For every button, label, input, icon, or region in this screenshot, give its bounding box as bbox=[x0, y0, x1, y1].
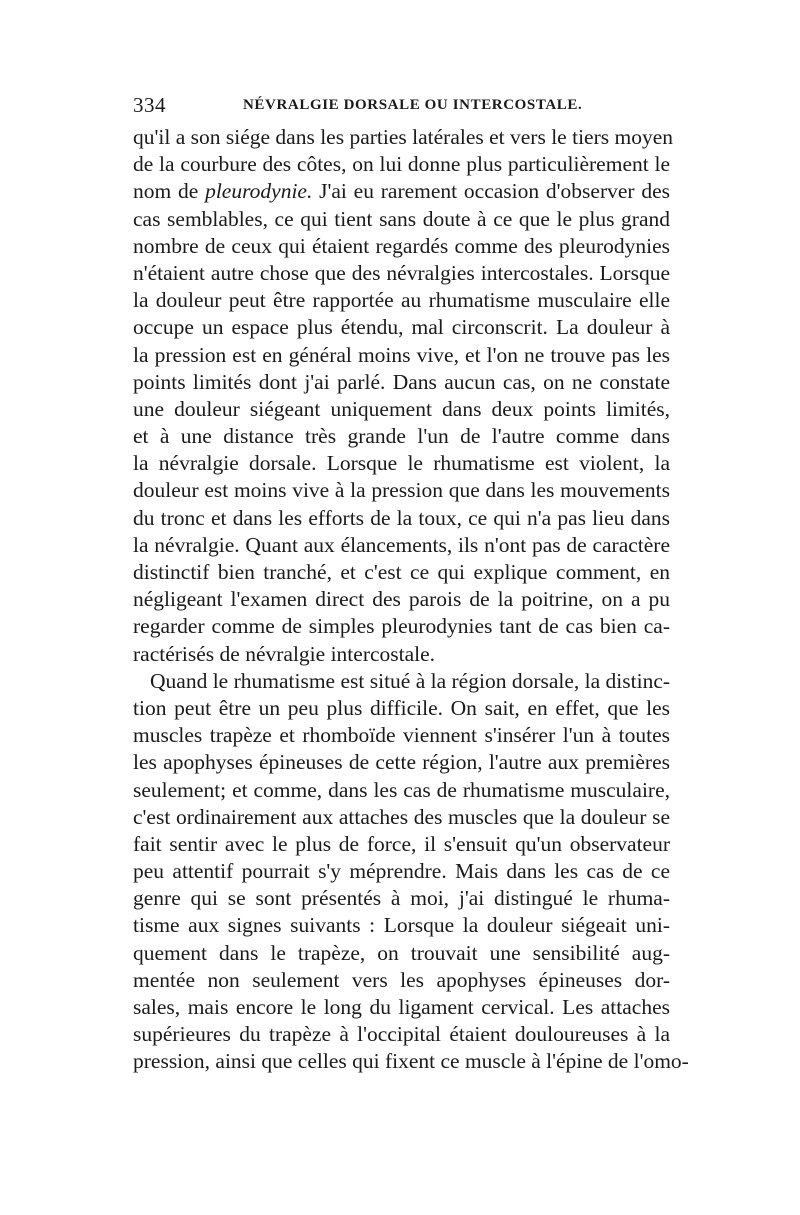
text-line: fait sentir avec le plus de force, il s'ensuit qu'un observateur bbox=[133, 831, 670, 856]
text-line: cas semblables, ce qui tient sans doute à ce que le plus grand bbox=[133, 206, 670, 231]
text-line: mentée non seulement vers les apophyses épineuses dor- bbox=[133, 967, 670, 992]
text-line: seulement; et comme, dans les cas de rhumatisme musculaire, bbox=[133, 777, 670, 802]
text-line: tion peut être un peu plus difficile. On sait, en effet, que les bbox=[133, 695, 670, 720]
text-line: la douleur peut être rapportée au rhumatisme musculaire elle bbox=[133, 288, 670, 313]
text-line: peu attentif pourrait s'y méprendre. Mais dans les cas de ce bbox=[133, 859, 670, 884]
text-line: pression, ainsi que celles qui fixent ce muscle à l'épine de l'omo- bbox=[133, 1049, 689, 1074]
text-line: la névralgie. Quant aux élancements, ils n'ont pas de caractère bbox=[133, 532, 670, 557]
text-line: c'est ordinairement aux attaches des muscles que la douleur se bbox=[133, 804, 670, 829]
text-line: nombre de ceux qui étaient regardés comme des pleurodynies bbox=[133, 233, 670, 258]
text-line: les apophyses épineuses de cette région, l'autre aux premières bbox=[133, 750, 670, 775]
text-line: la névralgie dorsale. Lorsque le rhumatisme est violent, la bbox=[133, 451, 670, 476]
text-line: muscles trapèze et rhomboïde viennent s'insérer l'un à toutes bbox=[133, 723, 670, 748]
text-line: supérieures du trapèze à l'occipital étaient douloureuses à la bbox=[133, 1022, 670, 1047]
text-segment: J'ai eu rarement occasion d'observer des bbox=[312, 179, 670, 204]
page-header bbox=[133, 93, 668, 123]
text-line: genre qui se sont présentés à moi, j'ai distingué le rhuma- bbox=[133, 886, 670, 911]
text-line: regarder comme de simples pleurodynies tant de cas bien ca- bbox=[133, 614, 670, 639]
text-segment: nom de bbox=[133, 179, 206, 204]
italic-term: pleurodynie. bbox=[205, 179, 313, 204]
running-title: NÉVRALGIE DORSALE OU INTERCOSTALE. bbox=[243, 97, 583, 113]
text-line: négligeant l'examen direct des parois de la poitrine, on a pu bbox=[133, 587, 670, 612]
text-line: tisme aux signes suivants : Lorsque la douleur siégeait uni- bbox=[133, 913, 670, 938]
page-number: 334 bbox=[133, 93, 166, 117]
text-line: sales, mais encore le long du ligament cervical. Les attaches bbox=[133, 995, 670, 1019]
text-line: n'étaient autre chose que des névralgies intercostales. Lorsque bbox=[133, 260, 670, 285]
text-line: qu'il a son siége dans les parties latérales et vers le tiers moyen bbox=[133, 125, 674, 149]
text-line: du tronc et dans les efforts de la toux, ce qui n'a pas lieu dans bbox=[133, 505, 670, 530]
body-text bbox=[133, 124, 689, 1076]
text-line bbox=[133, 178, 670, 205]
text-line: une douleur siégeant uniquement dans deux points limités, bbox=[133, 396, 670, 421]
text-line: points limités dont j'ai parlé. Dans aucun cas, on ne constate bbox=[133, 369, 670, 394]
text-line: et à une distance très grande l'un de l'autre comme dans bbox=[133, 424, 670, 449]
text-line: douleur est moins vive à la pression que dans les mouvements bbox=[133, 478, 670, 503]
text-line: la pression est en général moins vive, et l'on ne trouve pas les bbox=[133, 342, 670, 367]
text-line: quement dans le trapèze, on trouvait une sensibilité aug- bbox=[133, 940, 670, 965]
text-line: de la courbure des côtes, on lui donne plus particulièrement le bbox=[133, 152, 670, 177]
text-line: ractérisés de névralgie intercostale. bbox=[133, 641, 436, 666]
text-line: Quand le rhumatisme est situé à la région dorsale, la distinc- bbox=[150, 668, 671, 693]
text-line: occupe un espace plus étendu, mal circonscrit. La douleur à bbox=[133, 315, 670, 340]
text-line: distinctif bien tranché, et c'est ce qui explique comment, en bbox=[133, 560, 670, 584]
